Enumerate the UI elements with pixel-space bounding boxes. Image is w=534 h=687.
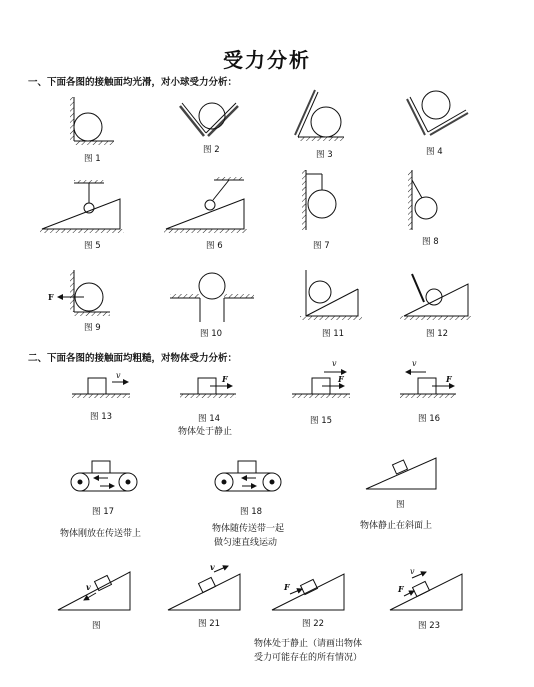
note-figure-18-line2: 做匀速直线运动 (214, 538, 278, 548)
figure-label-22: 图 22 (302, 619, 325, 629)
figure-label-23: 图 23 (418, 621, 441, 631)
figure-4-diagram (407, 91, 468, 135)
note-figure-17: 物体刚放在传送带上 (60, 529, 142, 539)
figure-14-diagram (180, 374, 236, 398)
figure-23-diagram (390, 567, 462, 610)
figure-17-diagram (71, 461, 137, 491)
figure-label-3: 图 3 (316, 150, 333, 160)
figure-label-12: 图 12 (426, 329, 449, 339)
note-figure-19: 物体静止在斜面上 (360, 521, 433, 531)
figure-label-7: 图 7 (313, 241, 330, 251)
figure-21-diagram (168, 562, 240, 610)
velocity-label: v (86, 582, 91, 592)
force-label: F (398, 584, 404, 594)
figure-label-2: 图 2 (203, 145, 220, 155)
velocity-label: v (412, 359, 417, 368)
note-figure-18-line1: 物体随传送带一起 (212, 524, 285, 534)
ball (309, 281, 331, 303)
figure-label-13: 图 13 (90, 412, 113, 422)
ball (199, 273, 225, 299)
ball (205, 200, 215, 210)
figure-1-diagram (70, 97, 114, 145)
note-figure-22-line1: 物体处于静止（请画出物体 (254, 639, 363, 649)
note-figure-14: 物体处于静止 (178, 427, 233, 437)
force-label: F (222, 374, 228, 384)
figure-label-15: 图 15 (310, 416, 333, 426)
ball (422, 91, 450, 119)
velocity-label: v (332, 359, 337, 368)
figure-5-diagram (40, 180, 124, 233)
force-label: F (284, 582, 290, 592)
figure-label-11: 图 11 (322, 329, 345, 339)
ball (426, 289, 442, 305)
figure-label-5: 图 5 (84, 241, 101, 251)
section2-heading: 二、下面各图的接触面均粗糙，对物体受力分析： (28, 353, 238, 364)
force-label: F (338, 374, 344, 384)
figure-label-9: 图 9 (84, 323, 101, 333)
figure-12-diagram (400, 274, 472, 320)
ball (74, 113, 102, 141)
figure-label-17: 图 17 (92, 507, 115, 517)
figure-label-16: 图 16 (418, 414, 441, 424)
figure-22-diagram (272, 574, 344, 610)
figure-label-14: 图 14 (198, 414, 221, 424)
figure-label-1: 图 1 (84, 154, 101, 164)
figure-16-diagram (400, 359, 456, 398)
page-title: 受力分析 (223, 48, 311, 72)
section1-heading: 一、下面各图的接触面均光滑，对小球受力分析： (28, 77, 238, 88)
figure-8-diagram (408, 170, 437, 230)
figure-label-21: 图 21 (198, 619, 221, 629)
figure-2-diagram (180, 103, 238, 136)
figure-3-diagram (295, 90, 344, 141)
figure-label-18: 图 18 (240, 507, 263, 517)
ball (308, 190, 336, 218)
force-label: F (446, 374, 452, 384)
figure-13-diagram (72, 371, 130, 398)
velocity-label: v (410, 567, 415, 576)
ball (84, 203, 94, 213)
figure-15-diagram (292, 359, 350, 398)
figure-label-4: 图 4 (426, 147, 443, 157)
figure-9-diagram (58, 270, 110, 316)
figure-label-8: 图 8 (422, 237, 439, 247)
figure-20-diagram (58, 572, 130, 610)
ball (199, 103, 225, 129)
figure-11-diagram (300, 270, 362, 320)
figure-10-diagram (170, 273, 254, 322)
force-label: F (48, 292, 54, 302)
figure-19-diagram (366, 458, 436, 489)
figure-18-diagram (215, 461, 281, 491)
ball (415, 197, 437, 219)
figure-7-diagram (302, 170, 336, 230)
ball (311, 107, 341, 137)
figure-label-20: 图 (92, 621, 101, 631)
figure-label-19: 图 (396, 500, 405, 510)
figure-label-6: 图 6 (206, 241, 223, 251)
velocity-label: v (116, 371, 121, 380)
note-figure-22-line2: 受力可能存在的所有情况） (254, 653, 363, 663)
figure-6-diagram (164, 177, 248, 233)
velocity-label: v (210, 562, 215, 572)
figure-label-10: 图 10 (200, 329, 223, 339)
